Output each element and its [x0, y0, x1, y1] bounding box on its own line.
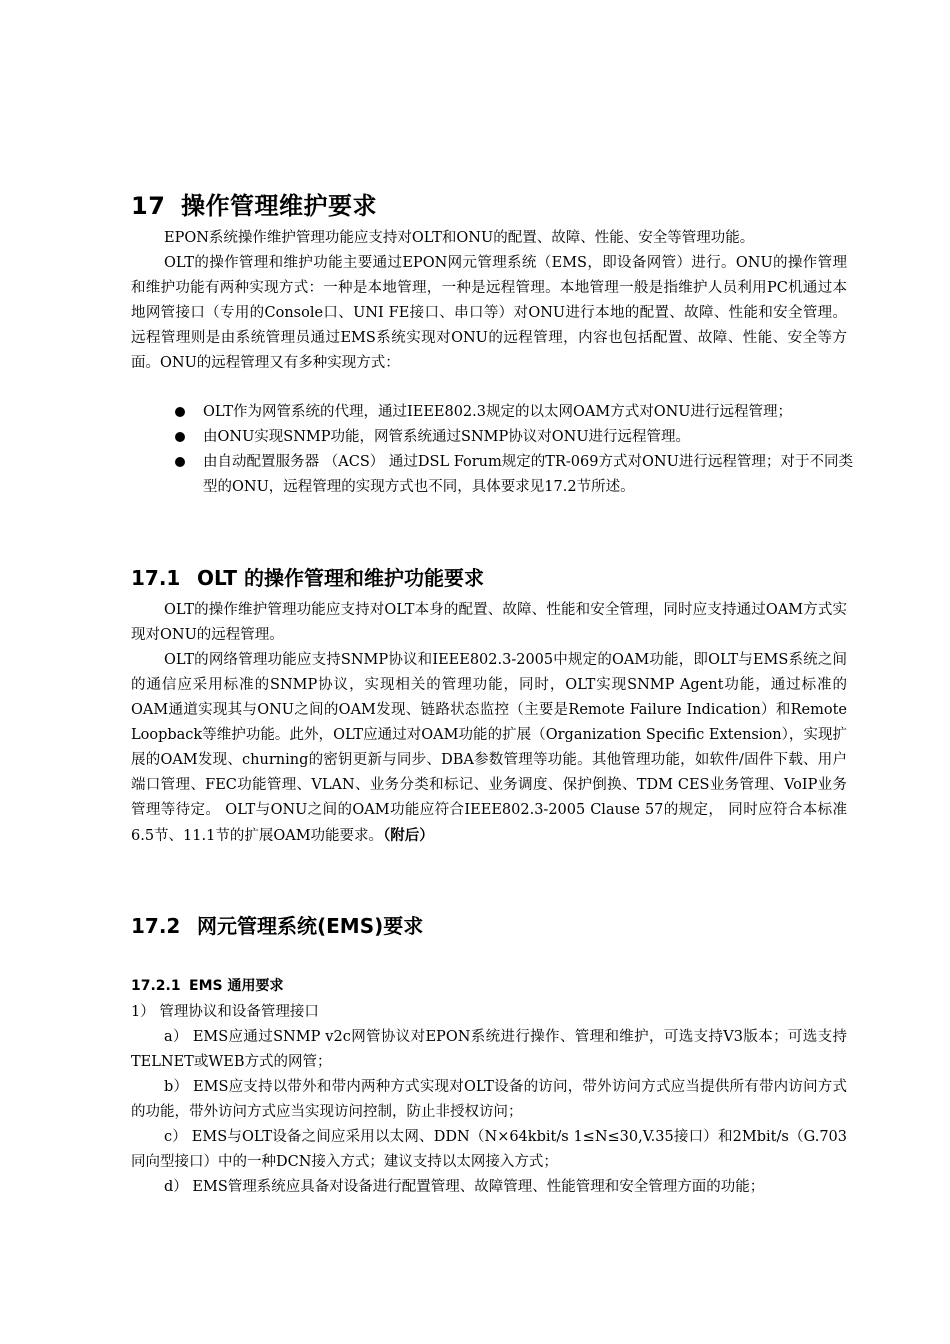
list-item [131, 400, 853, 425]
chapter-paragraph: EPON系统操作维护管理功能应支持对OLT和ONU的配置、故障、性能、安全等管理功能。 [164, 230, 755, 246]
section-paragraph: OLT的操作维护管理功能应支持对OLT本身的配置、故障、性能和安全管理，同时应支持通过OAM方式实现对ONU的远程管理。 [131, 602, 847, 643]
chapter-paragraph: OLT的操作管理和维护功能主要通过EPON网元管理系统（EMS，即设备网管）进行。ONU的操作管理和维护功能有两种实现方式：一种是本地管理，一种是远程管理。本地管理一般是指维护人员利用PC机通过本地网管接口（专用的Console口、UNI FE接口、串口等）对ONU进行本地的配置、故障、性能和安全管理。远程管理则是由系统管理员通过EMS系统实现对ONU的远程管理，内容也包括配置、故障、性能、安全等方面。ONU的远程管理又有多种实现方式： [131, 255, 847, 371]
appendix-note: （附后） [383, 827, 434, 844]
list-item-text: 由自动配置服务器 （ACS） 通过DSL Forum规定的TR-069方式对ONU进行远程管理；对于不同类型的ONU，远程管理的实现方式也不同，具体要求见17.2节所述。 [203, 454, 853, 495]
chapter-number: 17 [131, 192, 166, 220]
section-paragraph [131, 648, 847, 849]
section-number: 17.2 [131, 914, 181, 938]
section-heading-17-2 [131, 910, 423, 939]
list-item [131, 425, 853, 450]
sub-item: c） EMS与OLT设备之间应采用以太网、DDN（N×64kbit/s 1≤N≤30,V.35接口）和2Mbit/s（G.703同向型接口）中的一种DCN接入方式；建议支持以太网接入方式； [131, 1129, 847, 1170]
list-item [131, 450, 853, 500]
subsection-heading-17-2-1 [131, 975, 283, 995]
chapter-heading [131, 186, 377, 221]
numbered-item: 1） 管理协议和设备管理接口 [131, 1004, 319, 1020]
bullet-list [131, 400, 853, 500]
bullet-icon [175, 407, 185, 417]
subsection-number: 17.2.1 [131, 978, 181, 994]
list-item-text: OLT作为网管系统的代理，通过IEEE802.3规定的以太网OAM方式对ONU进行远程管理； [203, 404, 792, 420]
list-item-text: 由ONU实现SNMP功能，网管系统通过SNMP协议对ONU进行远程管理。 [203, 429, 691, 445]
chapter-title: 操作管理维护要求 [181, 192, 377, 220]
bullet-icon [175, 432, 185, 442]
section-paragraph-text: OLT的网络管理功能应支持SNMP协议和IEEE802.3-2005中规定的OAM功能，即OLT与EMS系统之间的通信应采用标准的SNMP协议，实现相关的管理功能，同时，OLT实现SNMP Agent功能，通过标准的OAM通道实现其与ONU之间的OAM发现、链路状态监控（主要是Remote Failure Indication）和Remote Loopback等维护功能。此外，OLT应通过对OAM功能的扩展（Organization Specific Extension），实现扩展的OAM发现、churning的密钥更新与同步、DBA参数管理等功能。其他管理功能，如软件/固件下载、用户端口管理、FEC功能管理、VLAN、业务分类和标记、业务调度、保护倒换、TDM CES业务管理、VoIP业务管理等待定。 OLT与ONU之间的OAM功能应符合IEEE802.3-2005 Clause 57的规定， 同时应符合本标准6.5节、11.1节的扩展OAM功能要求。 [131, 652, 847, 844]
sub-item: d） EMS管理系统应具备对设备进行配置管理、故障管理、性能管理和安全管理方面的功能； [164, 1179, 765, 1195]
section-heading-17-1 [131, 562, 484, 591]
bullet-icon [175, 457, 185, 467]
section-number: 17.1 [131, 566, 181, 590]
section-title: 网元管理系统(EMS)要求 [197, 914, 424, 938]
sub-item: b） EMS应支持以带外和带内两种方式实现对OLT设备的访问，带外访问方式应当提供所有带内访问方式的功能，带外访问方式应当实现访问控制，防止非授权访问； [131, 1079, 847, 1120]
subsection-title: EMS 通用要求 [189, 978, 284, 994]
sub-item: a） EMS应通过SNMP v2c网管协议对EPON系统进行操作、管理和维护，可选支持V3版本；可选支持TELNET或WEB方式的网管； [131, 1029, 847, 1070]
section-title: OLT 的操作管理和维护功能要求 [197, 566, 485, 590]
